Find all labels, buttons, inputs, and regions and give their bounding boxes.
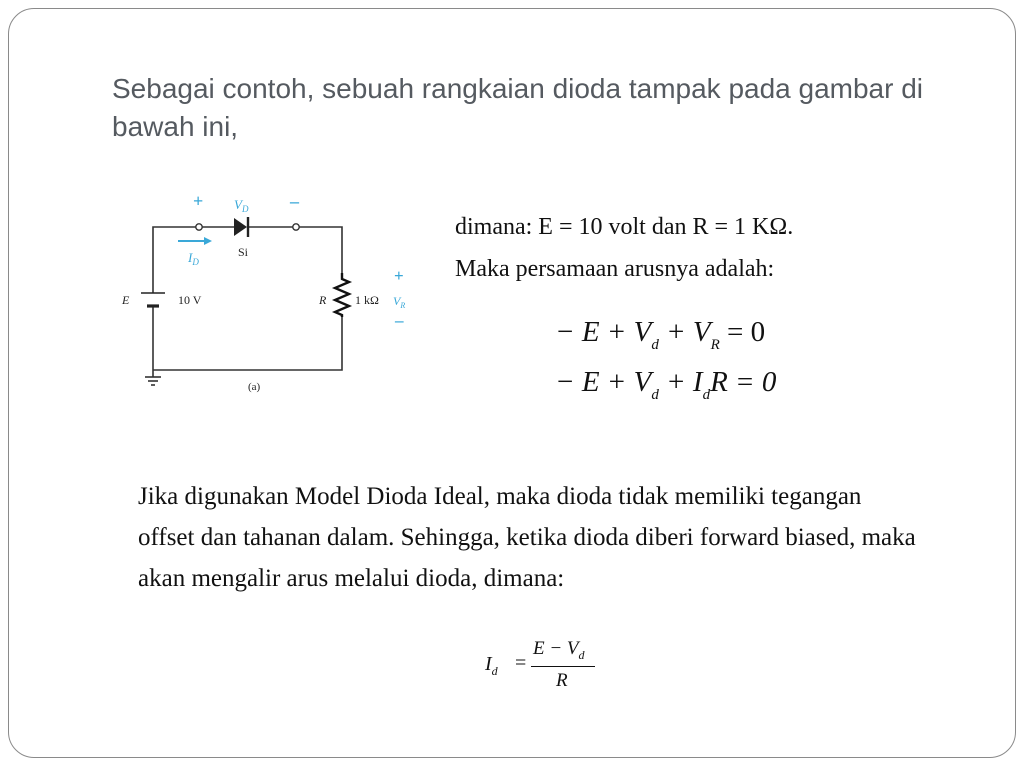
plus-sign-right: + [394, 266, 404, 285]
figure-caption: (a) [248, 381, 261, 393]
diode-current-formula [485, 636, 625, 700]
id-label: $I_D$ [188, 250, 199, 267]
diode-circuit-diagram [110, 185, 420, 405]
vd-label: $V_D$ [234, 197, 249, 214]
formula-equals: = [515, 652, 527, 674]
fraction-bar [531, 666, 595, 667]
ideal-model-paragraph: Jika digunakan Model Dioda Ideal, maka dioda tidak memiliki tegangan offset dan tahanan dalam. Sehingga, ketika dioda diberi forward biased, maka akan mengalir arus melalui dioda, dimana: [138, 483, 916, 592]
terminal-right [293, 224, 299, 230]
given-values-text: dimana: E = 10 volt dan R = 1 KΩ. [455, 214, 794, 240]
vr-label: $V_R$ [393, 294, 406, 310]
plus-sign-left: + [193, 191, 204, 211]
current-arrow [178, 237, 212, 245]
diode-symbol [234, 217, 248, 237]
source-value-label: 10 V [178, 293, 202, 307]
formula-lhs: $I_d$ [485, 653, 498, 678]
kvl-equation-2: − $E + V_d + I_dR = 0$ [555, 366, 777, 403]
ground-symbol [145, 377, 161, 385]
equation-intro-text: Maka persamaan arusnya adalah: [455, 256, 775, 282]
kvl-equation-1: − $E + V_d + V_R = 0$ [555, 316, 766, 353]
terminal-left [196, 224, 202, 230]
formula-denominator: R [556, 670, 568, 691]
resistor-symbol-label: R [319, 293, 327, 307]
formula-numerator: $E - V_d$ [533, 638, 585, 662]
resistor-symbol [335, 273, 349, 317]
battery-symbol [141, 293, 165, 306]
diode-material-label: Si [238, 245, 249, 259]
resistor-value-label: 1 kΩ [355, 293, 379, 307]
source-symbol-label: E [122, 293, 130, 307]
minus-sign-right: – [395, 311, 404, 330]
minus-sign-top: – [290, 191, 299, 211]
slide-title: Sebagai contoh, sebuah rangkaian dioda tampak pada gambar di bawah ini, [112, 73, 924, 142]
